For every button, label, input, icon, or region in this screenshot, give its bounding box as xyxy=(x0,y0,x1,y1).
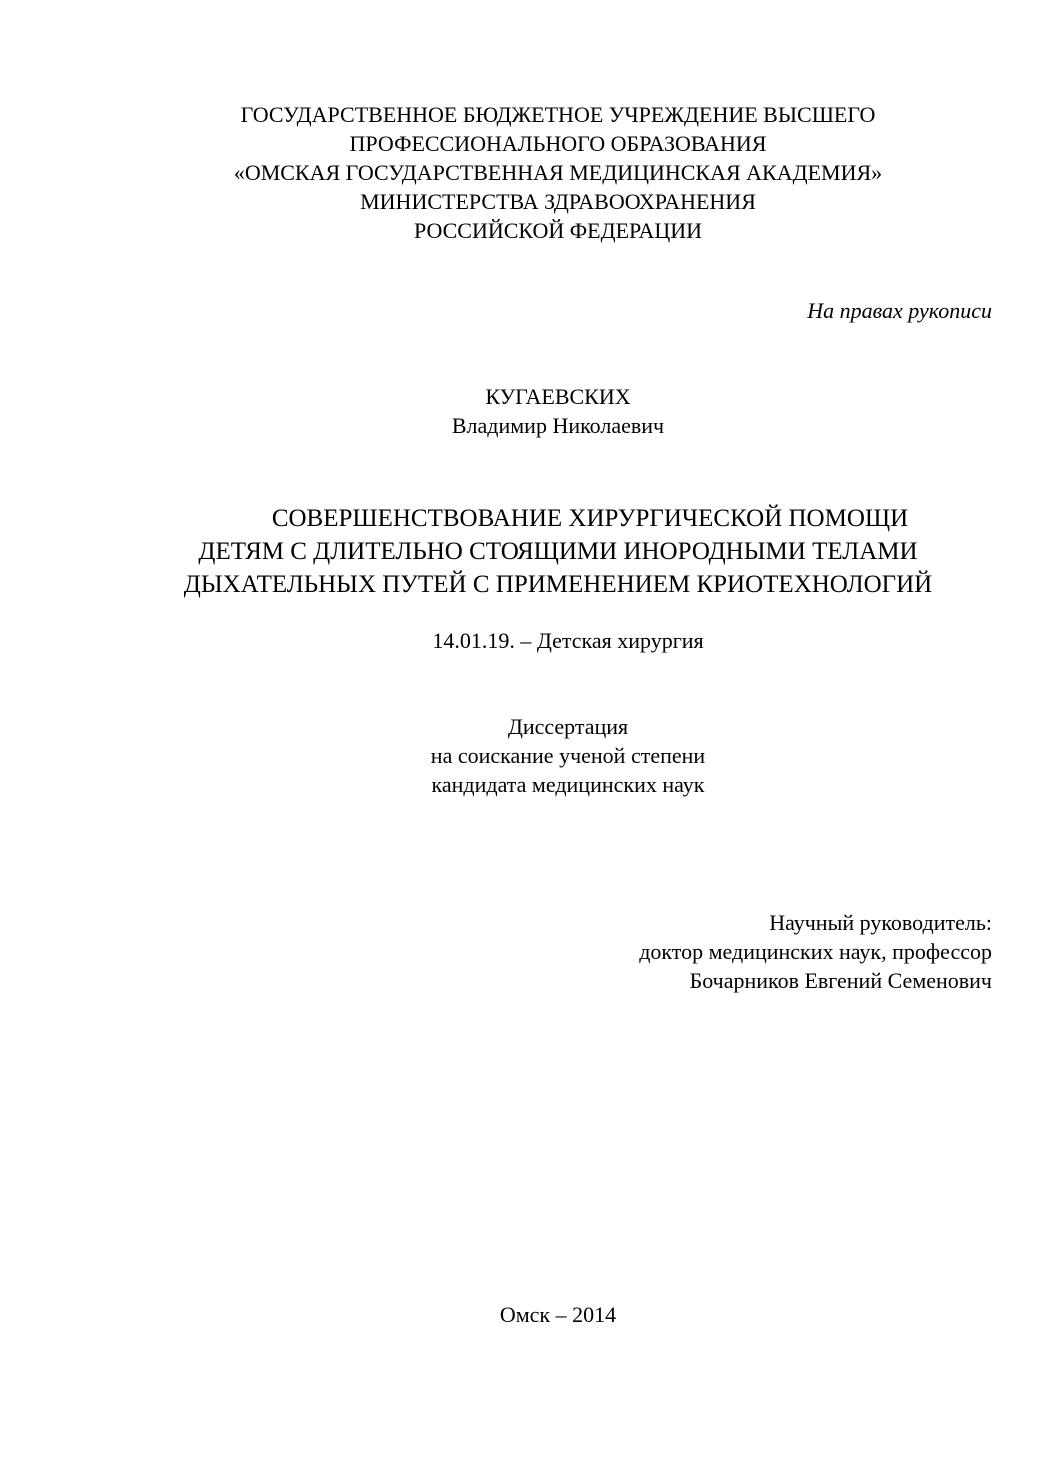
place-year: Омск – 2014 xyxy=(499,1302,617,1327)
author-surname: КУГАЕВСКИХ xyxy=(485,384,631,409)
institution-line: «ОМСКАЯ ГОСУДАРСТВЕННАЯ МЕДИЦИНСКАЯ АКАДЕМИЯ» xyxy=(233,160,883,185)
institution-line: ГОСУДАРСТВЕННОЕ БЮДЖЕТНОЕ УЧРЕЖДЕНИЕ ВЫСШЕГО xyxy=(240,102,876,127)
supervisor-line: доктор медицинских наук, профессор xyxy=(639,939,992,964)
degree-line: кандидата медицинских наук xyxy=(431,772,705,797)
specialty: 14.01.19. – Детская хирургия xyxy=(432,628,704,653)
supervisor-block xyxy=(492,908,992,995)
author-block xyxy=(120,382,996,440)
dissertation-title xyxy=(100,502,1016,601)
degree-line: Диссертация xyxy=(507,714,629,739)
supervisor-line: Научный руководитель: xyxy=(769,910,992,935)
author-given-names: Владимир Николаевич xyxy=(451,413,665,438)
degree-block xyxy=(130,712,1006,799)
institution-header xyxy=(120,100,996,245)
supervisor-line: Бочарников Евгений Семенович xyxy=(689,968,992,993)
title-line: СОВЕРШЕНСТВОВАНИЕ ХИРУРГИЧЕСКОЙ ПОМОЩИ xyxy=(271,505,909,532)
degree-line: на соискание ученой степени xyxy=(430,743,706,768)
institution-line: РОССИЙСКОЙ ФЕДЕРАЦИИ xyxy=(413,218,703,243)
institution-line: ПРОФЕССИОНАЛЬНОГО ОБРАЗОВАНИЯ xyxy=(349,131,767,156)
title-line: ДЫХАТЕЛЬНЫХ ПУТЕЙ С ПРИМЕНЕНИЕМ КРИОТЕХНОЛОГИЙ xyxy=(183,571,933,598)
manuscript-note: На правах рукописи xyxy=(807,298,992,323)
title-line: ДЕТЯМ С ДЛИТЕЛЬНО СТОЯЩИМИ ИНОРОДНЫМИ ТЕЛАМИ xyxy=(198,538,918,565)
institution-line: МИНИСТЕРСТВА ЗДРАВООХРАНЕНИЯ xyxy=(360,189,756,214)
